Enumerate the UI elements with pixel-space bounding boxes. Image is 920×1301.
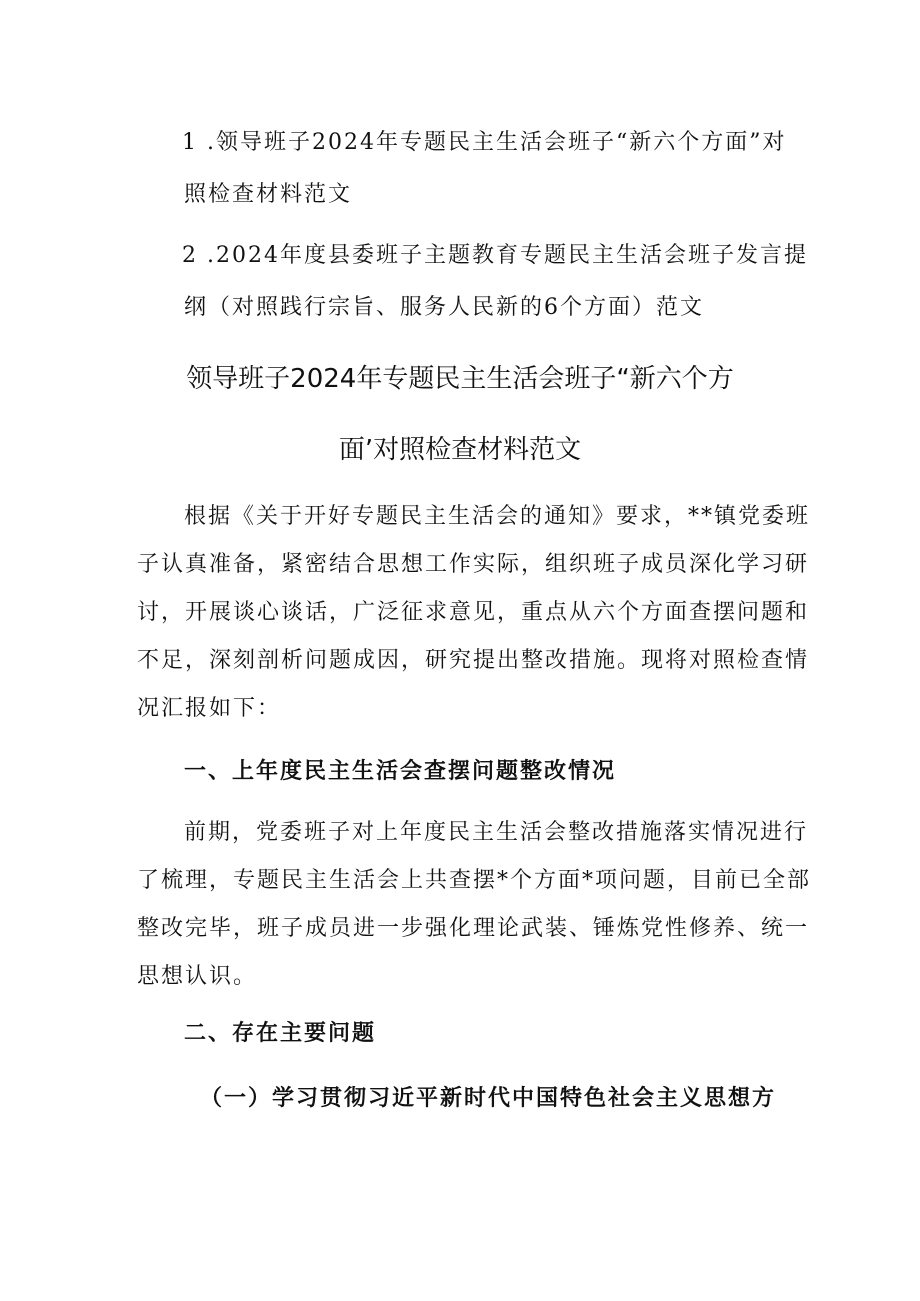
article-title-line-1: 领导班子2024年专题民主生活会班子“新六个方: [186, 364, 734, 394]
toc-item-1-line-2: 照检查材料范文: [184, 182, 353, 207]
heading-section-1: 一、上年度民主生活会查摆问题整改情况: [184, 758, 617, 784]
section-1-line-1: 前期，党委班子对上年度民主生活会整改措施落实情况进行: [184, 820, 809, 845]
intro-line-2: 子认真准备，紧密结合思想工作实际，组织班子成员深化学习研: [137, 552, 810, 577]
intro-line-5: 况汇报如下：: [137, 696, 282, 721]
section-1-line-2: 了梳理，专题民主生活会上共查摆*个方面*项问题，目前已全部: [137, 868, 812, 893]
intro-line-1: 根据《关于开好专题民主生活会的通知》要求，**镇党委班: [184, 504, 811, 529]
subheading-1: （一）学习贯彻习近平新时代中国特色社会主义思想方: [200, 1085, 777, 1111]
toc-item-1-line-1: 1 .领导班子2024年专题民主生活会班子“新六个方面”对: [182, 130, 787, 155]
toc-item-2-line-1: 2 .2024年度县委班子主题教育专题民主生活会班子发言提: [182, 243, 808, 268]
intro-line-3: 讨，开展谈心谈话，广泛征求意见，重点从六个方面查摆问题和: [137, 600, 810, 625]
heading-section-2: 二、存在主要问题: [184, 1020, 377, 1046]
section-1-line-3: 整改完毕，班子成员进一步强化理论武装、锤炼党性修养、统一: [137, 916, 810, 941]
article-title-line-2: 面’对照检查材料范文: [338, 435, 582, 465]
toc-item-2-line-2: 纲（对照践行宗旨、服务人民新的6个方面）范文: [184, 295, 704, 320]
intro-line-4: 不足，深刻剖析问题成因，研究提出整改措施。现将对照检查情: [137, 648, 810, 673]
section-1-line-4: 思想认识。: [137, 964, 258, 989]
